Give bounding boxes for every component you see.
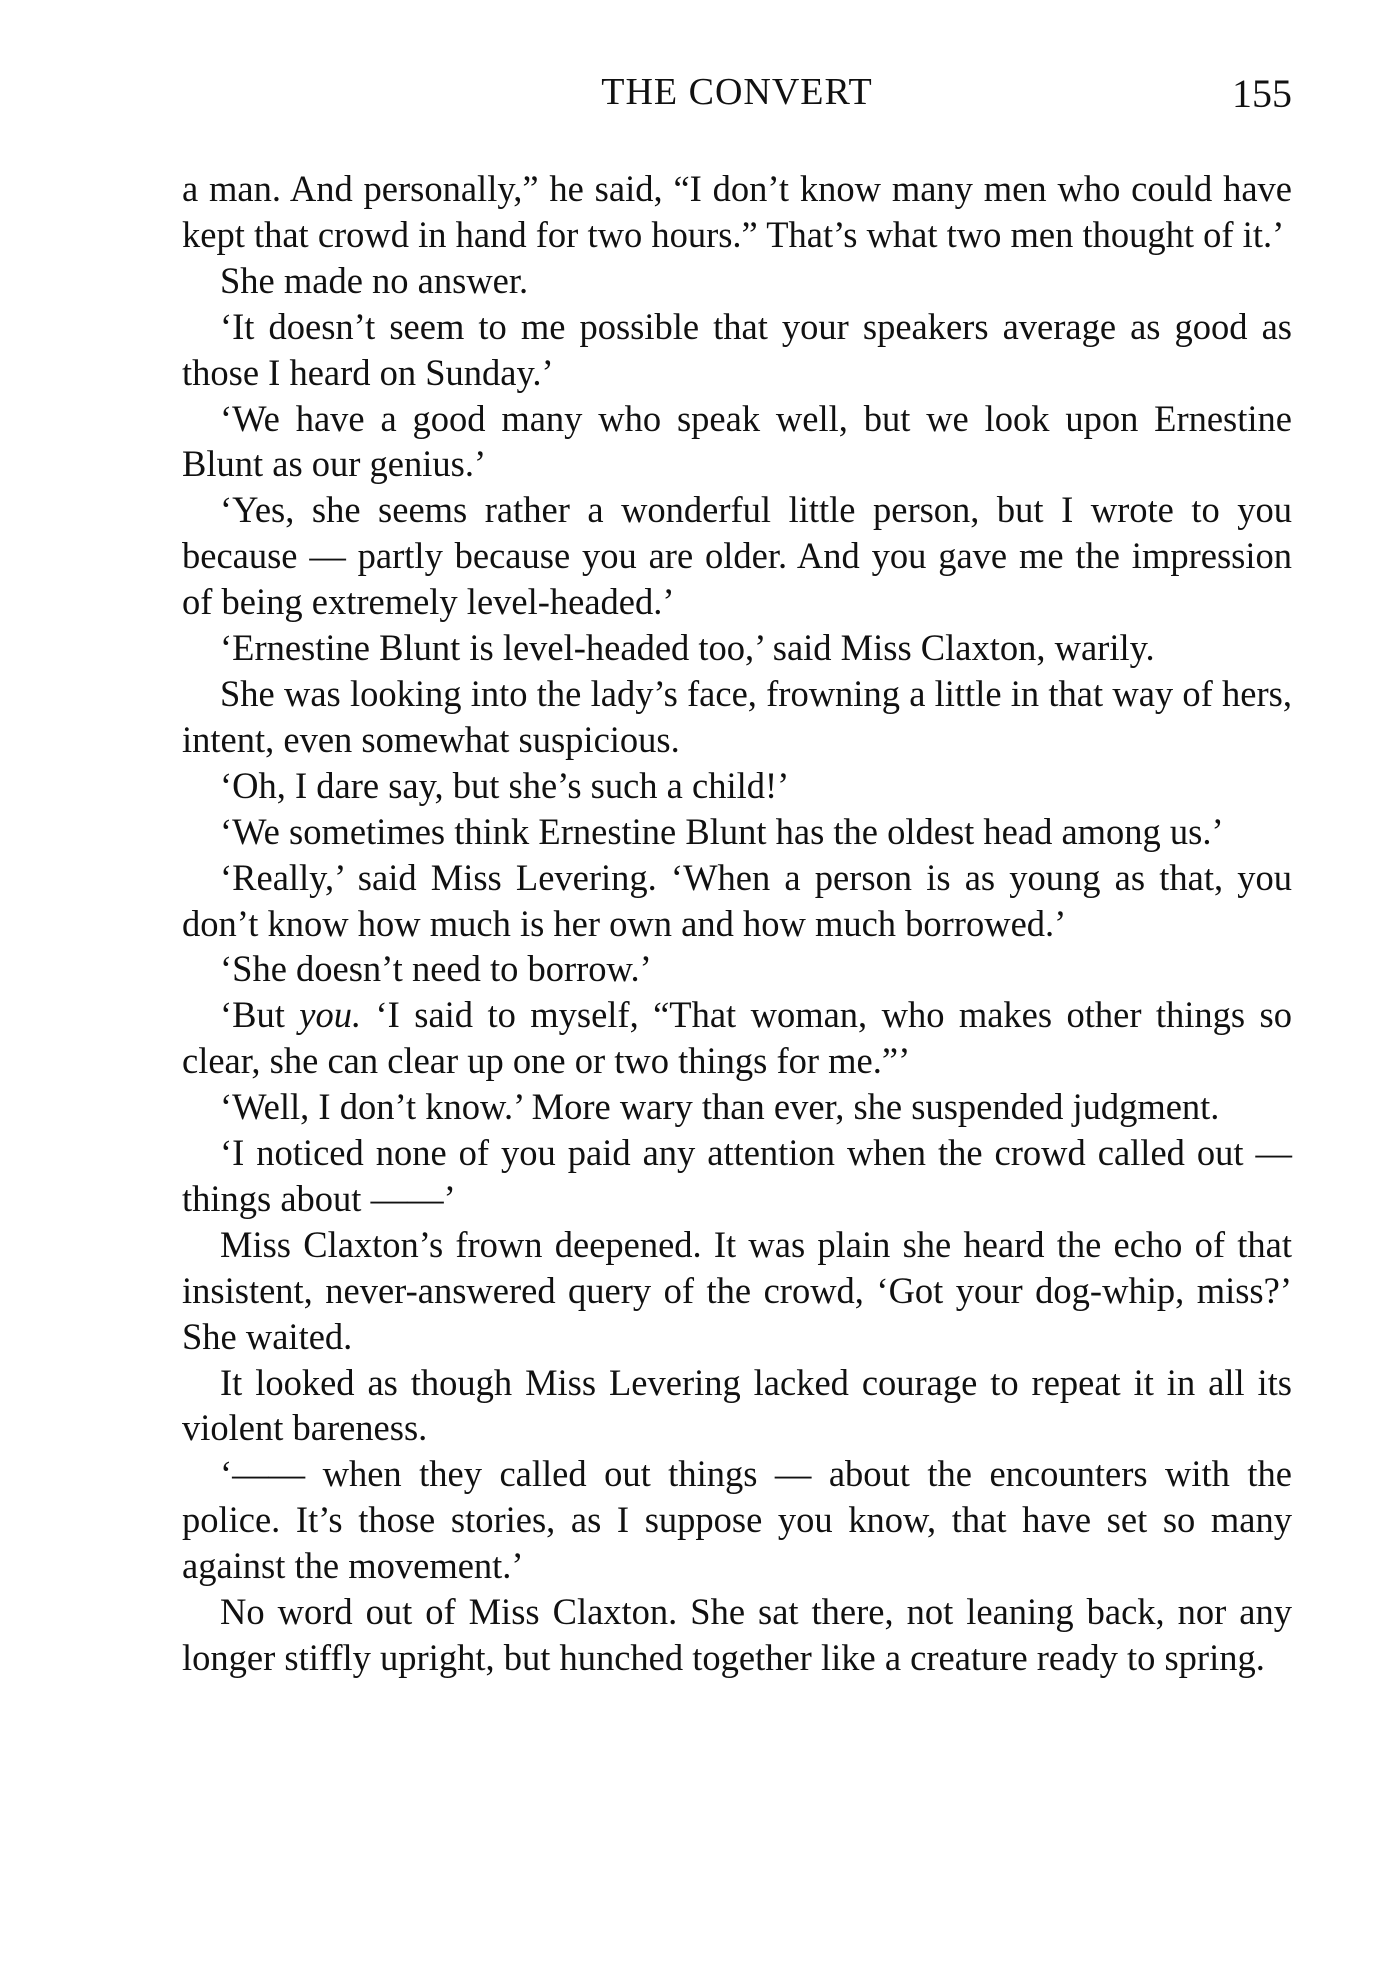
- paragraph: ‘We sometimes think Ernestine Blunt has the oldest head among us.’: [220, 810, 1224, 852]
- running-title: THE CONVERT: [601, 71, 873, 113]
- body-text: [182, 166, 1292, 1681]
- paragraph: a man. And personally,” he said, “I don’t know many men who could have kept that crowd in hand for two hours.” That’s what two men thought of it.’: [182, 168, 1292, 255]
- paragraph: ‘Well, I don’t know.’ More wary than ever, she suspended judgment.: [220, 1086, 1220, 1128]
- paragraph: She made no answer.: [220, 259, 529, 301]
- paragraph: ‘—— when they called out things — about the encounters with the police. It’s those stories, as I suppose you know, that have set so many against the movement.’: [182, 1453, 1292, 1587]
- paragraph-with-emphasis: [182, 992, 1292, 1084]
- page-number: 155: [1232, 71, 1292, 116]
- paragraph: It looked as though Miss Levering lacked courage to repeat it in all its violent bareness.: [182, 1361, 1292, 1449]
- paragraph: ‘Ernestine Blunt is level-headed too,’ said Miss Claxton, warily.: [220, 627, 1155, 669]
- paragraph: Miss Claxton’s frown deepened. It was plain she heard the echo of that insistent, never-answered query of the crowd, ‘Got your dog-whip, miss?’ She waited.: [182, 1223, 1292, 1357]
- paragraph-lead: ‘But: [220, 994, 300, 1036]
- paragraph: ‘Really,’ said Miss Levering. ‘When a person is as young as that, you don’t know how much is her own and how much borrowed.’: [182, 856, 1292, 944]
- paragraph: ‘I noticed none of you paid any attention when the crowd called out — things about ——’: [182, 1132, 1292, 1219]
- paragraph: ‘It doesn’t seem to me possible that your speakers average as good as those I heard on Sunday.’: [182, 305, 1292, 393]
- emphasis: you.: [299, 994, 362, 1036]
- paragraph: She was looking into the lady’s face, frowning a little in that way of hers, intent, even somewhat suspicious.: [182, 672, 1292, 760]
- paragraph: ‘She doesn’t need to borrow.’: [220, 948, 652, 990]
- paragraph: No word out of Miss Claxton. She sat there, not leaning back, nor any longer stiffly upright, but hunched together like a creature ready to spring.: [182, 1591, 1292, 1678]
- paragraph: ‘Oh, I dare say, but she’s such a child!’: [220, 764, 790, 806]
- paragraph: ‘Yes, she seems rather a wonderful little person, but I wrote to you because — partly because you are older. And you gave me the impression of being extremely level-headed.’: [182, 489, 1292, 623]
- running-head: [182, 70, 1292, 120]
- paragraph: ‘We have a good many who speak well, but we look upon Ernestine Blunt as our genius.’: [182, 397, 1292, 485]
- paragraph-rest: ‘I said to myself, “That woman, who makes other things so clear, she can clear up one or two things for me.”’: [182, 994, 1292, 1082]
